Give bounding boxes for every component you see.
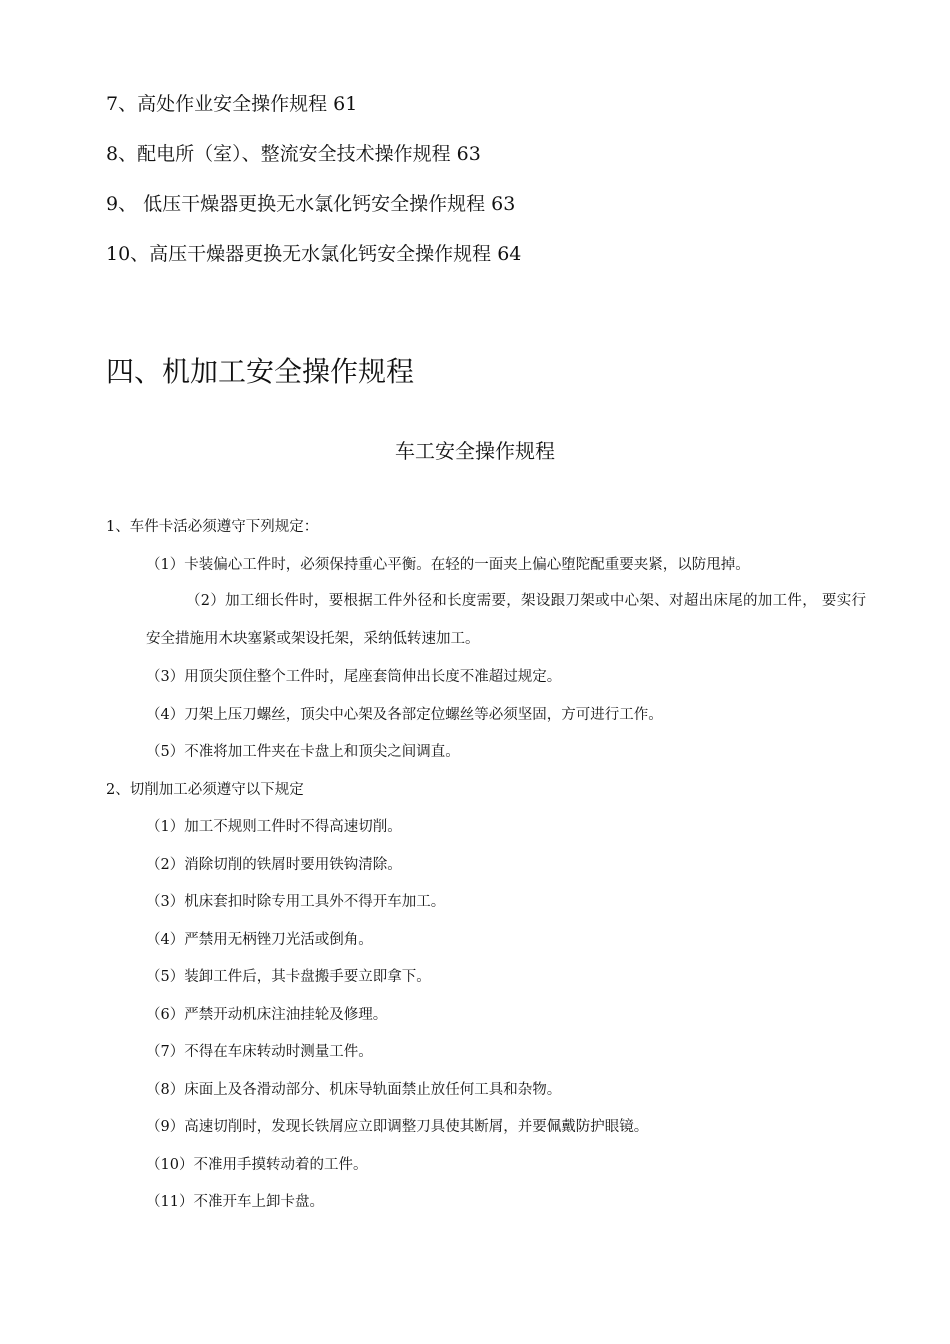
toc-item: 10、高压干燥器更换无水氯化钙安全操作规程 64 — [106, 243, 522, 265]
section-heading: 四、机加工安全操作规程 — [106, 355, 415, 388]
body-text — [106, 514, 866, 1227]
rule-item: （3）用顶尖顶住整个工件时，尾座套筒伸出长度不准超过规定。 — [146, 669, 562, 685]
rule-item: （4）严禁用无柄锉刀光活或倒角。 — [146, 931, 373, 948]
rule-item: （1）加工不规则工件时不得高速切削。 — [146, 819, 402, 835]
toc-item: 7、高处作业安全操作规程 61 — [106, 93, 358, 115]
rule-item: （6）严禁开动机床注油挂轮及修理。 — [146, 1006, 388, 1023]
section-title: 1、车件卡活必须遵守下列规定： — [106, 519, 319, 535]
rule-item: （1）卡装偏心工件时，必须保持重心平衡。在轻的一面夹上偏心堕陀配重要夹紧，以防甩掉。 — [146, 556, 750, 573]
toc-list — [106, 90, 886, 290]
rule-item: （2）加工细长件时，要根据工件外径和长度需要，架设跟刀架或中心架、对超出床尾的加工件， 要实行安全措施用木块塞紧或架设托架，采纳低转速加工。 — [146, 593, 866, 647]
rule-item: （5）不准将加工件夹在卡盘上和顶尖之间调直。 — [146, 744, 460, 760]
rule-item: （5）装卸工件后，其卡盘搬手要立即拿下。 — [146, 969, 431, 985]
rule-item: （3）机床套扣时除专用工具外不得开车加工。 — [146, 894, 446, 910]
rule-item: （4）刀架上压刀螺丝，顶尖中心架及各部定位螺丝等必须坚固，方可进行工作。 — [146, 706, 663, 723]
rule-item: （10）不准用手摸转动着的工件。 — [146, 1156, 368, 1173]
toc-item: 9、 低压干燥器更换无水氯化钙安全操作规程 63 — [106, 193, 516, 215]
section-title: 2、切削加工必须遵守以下规定 — [106, 781, 304, 798]
toc-item: 8、配电所（室）、整流安全技术操作规程 63 — [106, 143, 481, 165]
rule-item: （9）高速切削时，发现长铁屑应立即调整刀具使其断屑，并要佩戴防护眼镜。 — [146, 1119, 649, 1135]
rule-item: （7）不得在车床转动时测量工件。 — [146, 1044, 373, 1060]
rule-item: （8）床面上及各滑动部分、机床导轨面禁止放任何工具和杂物。 — [146, 1081, 562, 1098]
sub-heading: 车工安全操作规程 — [395, 439, 555, 463]
rule-item: （11）不准开车上卸卡盘。 — [146, 1194, 324, 1210]
rule-item: （2）消除切削的铁屑时要用铁钩清除。 — [146, 856, 402, 873]
